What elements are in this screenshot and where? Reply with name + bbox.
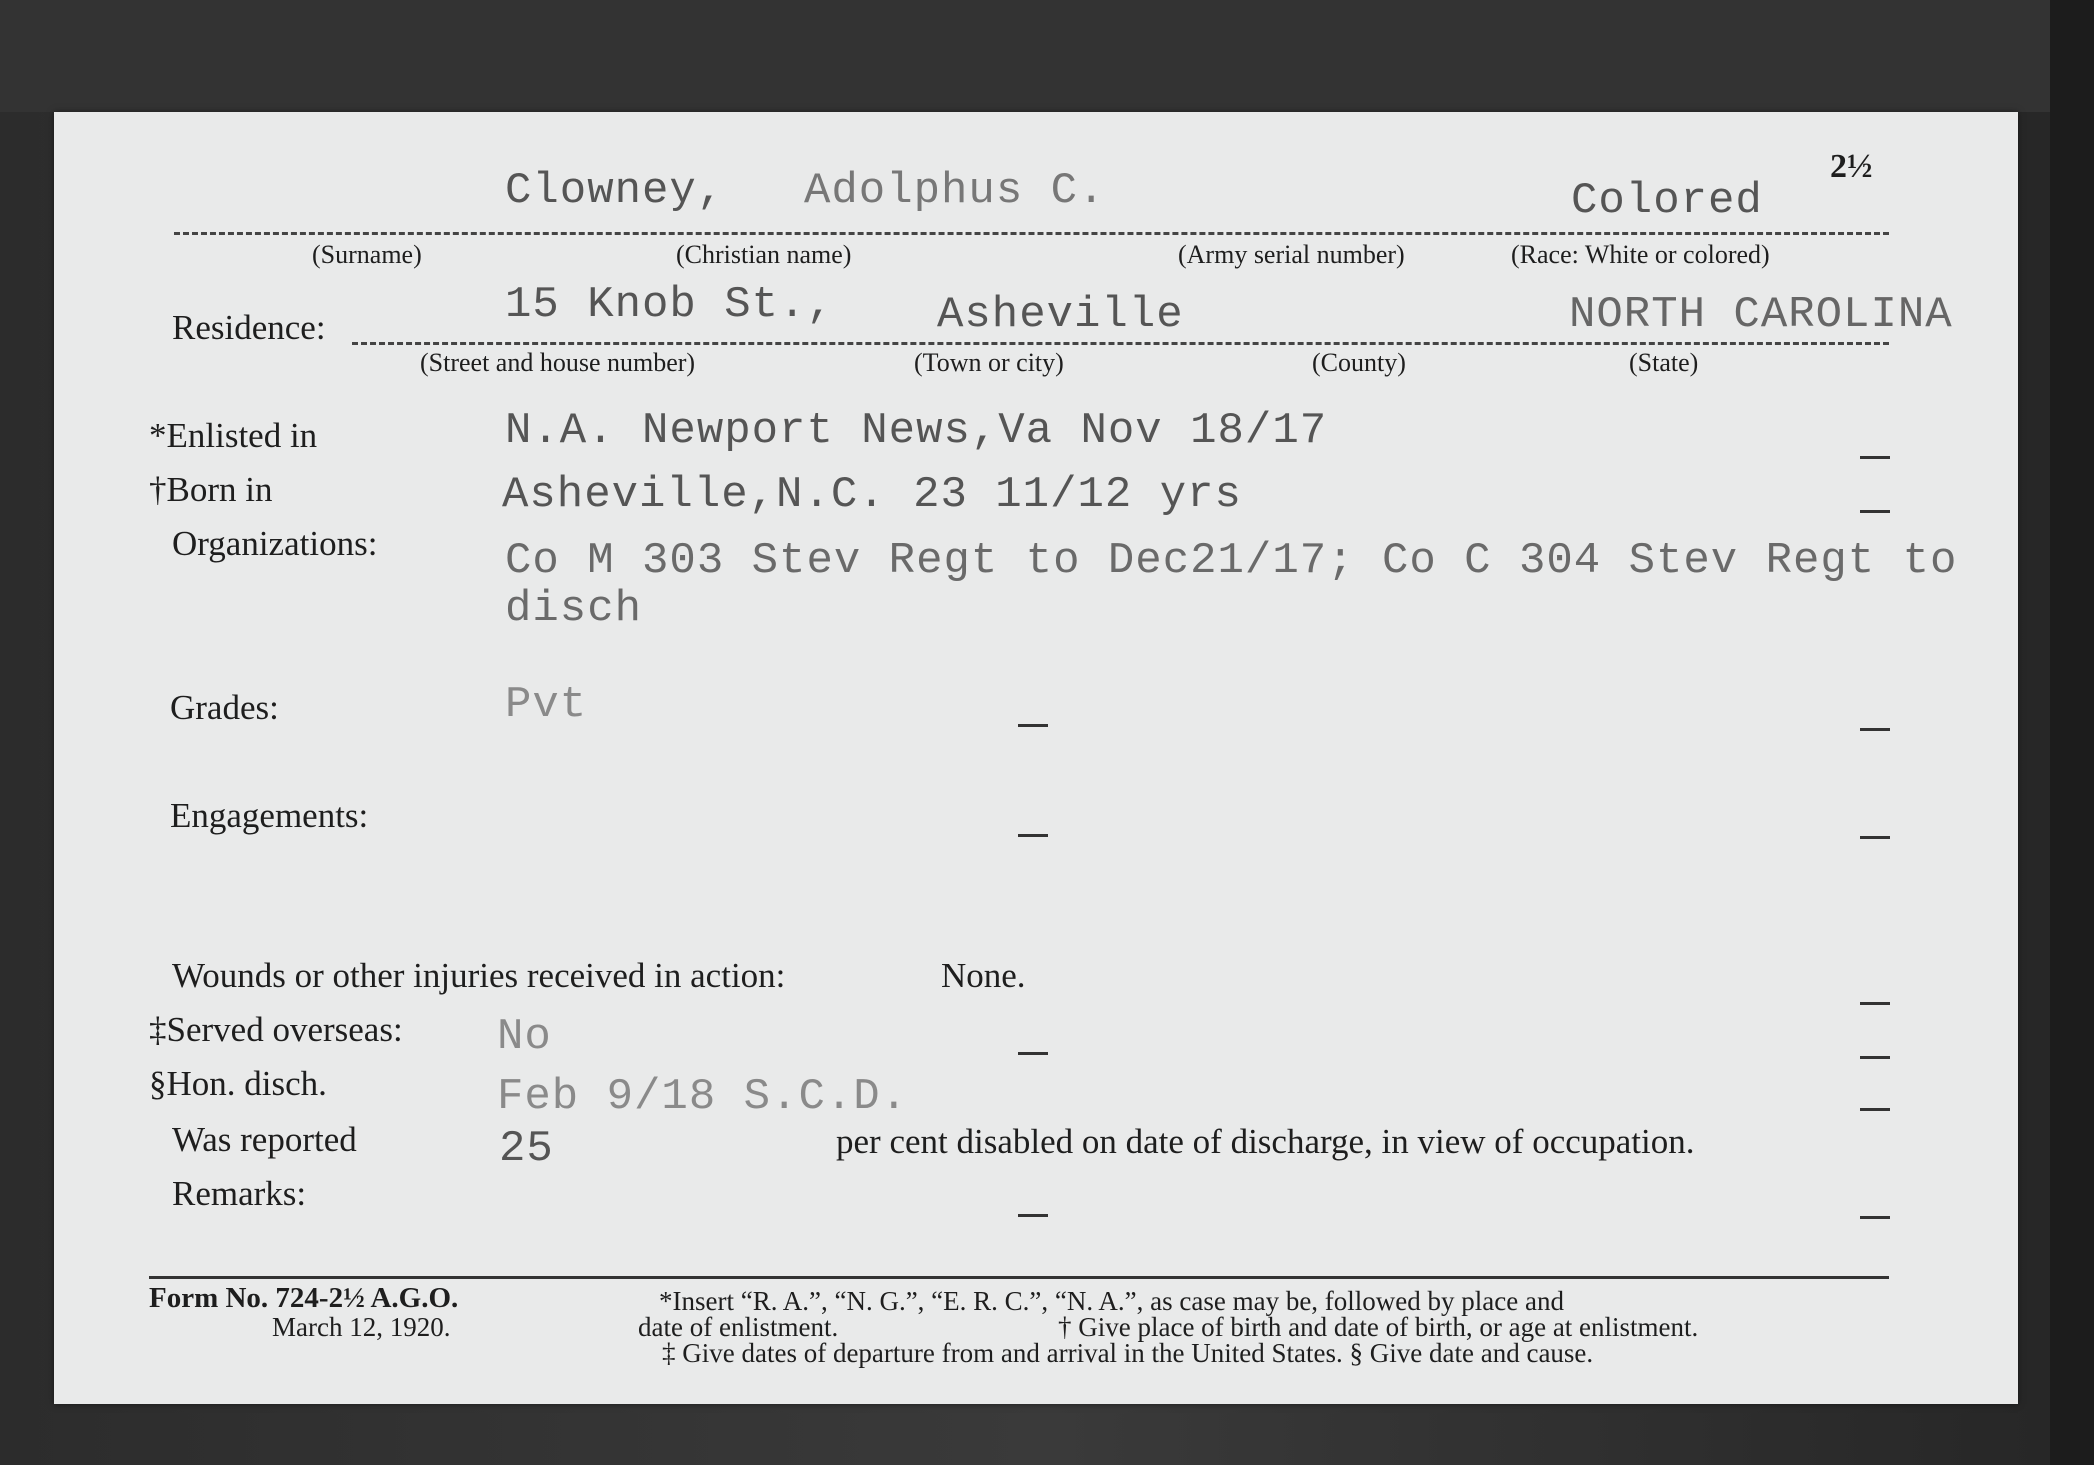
grades-dash-1	[1018, 724, 1048, 727]
residence-line	[352, 342, 1889, 345]
christian-name-caption: (Christian name)	[676, 240, 852, 269]
enlisted-value: N.A. Newport News,Va Nov 18/17	[505, 406, 1328, 456]
race-caption: (Race: White or colored)	[1511, 240, 1770, 269]
footer-note-3: ‡ Give dates of departure from and arrival in the United States. § Give date and cause.	[662, 1338, 1594, 1368]
state-caption: (State)	[1629, 348, 1699, 377]
corner-number: 2½	[1830, 148, 1873, 185]
enlisted-label: *Enlisted in	[149, 416, 318, 455]
engagements-dash-2	[1860, 836, 1890, 839]
organizations-line-2: disch	[505, 584, 643, 634]
discharge-label: §Hon. disch.	[149, 1064, 327, 1103]
scan-background-top	[0, 0, 2094, 112]
enlisted-dash	[1860, 456, 1890, 459]
footer-note-2b: † Give place of birth and date of birth, or age at enlistment.	[1058, 1312, 1699, 1342]
street-caption: (Street and house number)	[420, 348, 696, 377]
christian-name-value: Adolphus C.	[804, 166, 1106, 216]
record-card	[54, 112, 2018, 1404]
reported-value: 25	[499, 1124, 554, 1174]
remarks-label: Remarks:	[172, 1174, 307, 1213]
scan-background-right	[2050, 0, 2094, 1465]
discharge-dash	[1860, 1108, 1890, 1111]
state-value: NORTH CAROLINA	[1569, 290, 1953, 340]
grades-label: Grades:	[170, 688, 279, 727]
engagements-label: Engagements:	[170, 796, 369, 835]
reported-label: Was reported	[172, 1120, 357, 1159]
wounds-label: Wounds or other injuries received in action:	[172, 956, 786, 995]
overseas-label: ‡Served overseas:	[149, 1010, 403, 1049]
reported-text: per cent disabled on date of discharge, in view of occupation.	[836, 1122, 1695, 1161]
overseas-dash-2	[1860, 1056, 1890, 1059]
overseas-dash-1	[1018, 1052, 1048, 1055]
born-dash	[1860, 510, 1890, 513]
organizations-label: Organizations:	[172, 524, 378, 563]
organizations-line-1: Co M 303 Stev Regt to Dec21/17; Co C 304 Stev Regt to	[505, 536, 1958, 586]
overseas-value: No	[497, 1012, 552, 1062]
grades-value: Pvt	[505, 680, 588, 730]
surname-value: Clowney,	[505, 166, 725, 216]
wounds-dash	[1860, 1002, 1890, 1005]
town-value: Asheville	[937, 290, 1184, 340]
wounds-value: None.	[941, 956, 1026, 995]
footer-note-1: *Insert “R. A.”, “N. G.”, “E. R. C.”, “N. A.”, as case may be, followed by place and	[659, 1286, 1564, 1316]
grades-dash-2	[1860, 728, 1890, 731]
residence-label: Residence:	[172, 308, 326, 347]
surname-caption: (Surname)	[312, 240, 422, 269]
form-date: March 12, 1920.	[272, 1312, 451, 1342]
born-value: Asheville,N.C. 23 11/12 yrs	[502, 470, 1242, 520]
town-caption: (Town or city)	[914, 348, 1064, 377]
remarks-dash-2	[1860, 1216, 1890, 1219]
form-number: Form No. 724-2½ A.G.O.	[149, 1282, 459, 1314]
born-label: †Born in	[149, 470, 273, 509]
race-value: Colored	[1571, 176, 1763, 226]
street-value: 15 Knob St.,	[505, 280, 834, 330]
army-serial-caption: (Army serial number)	[1178, 240, 1405, 269]
remarks-dash-1	[1018, 1214, 1048, 1217]
footer-note-2a: date of enlistment.	[638, 1312, 839, 1342]
discharge-value: Feb 9/18 S.C.D.	[497, 1072, 909, 1122]
county-caption: (County)	[1312, 348, 1406, 377]
name-line	[174, 232, 1889, 235]
footer-rule	[149, 1276, 1889, 1279]
engagements-dash-1	[1018, 834, 1048, 837]
